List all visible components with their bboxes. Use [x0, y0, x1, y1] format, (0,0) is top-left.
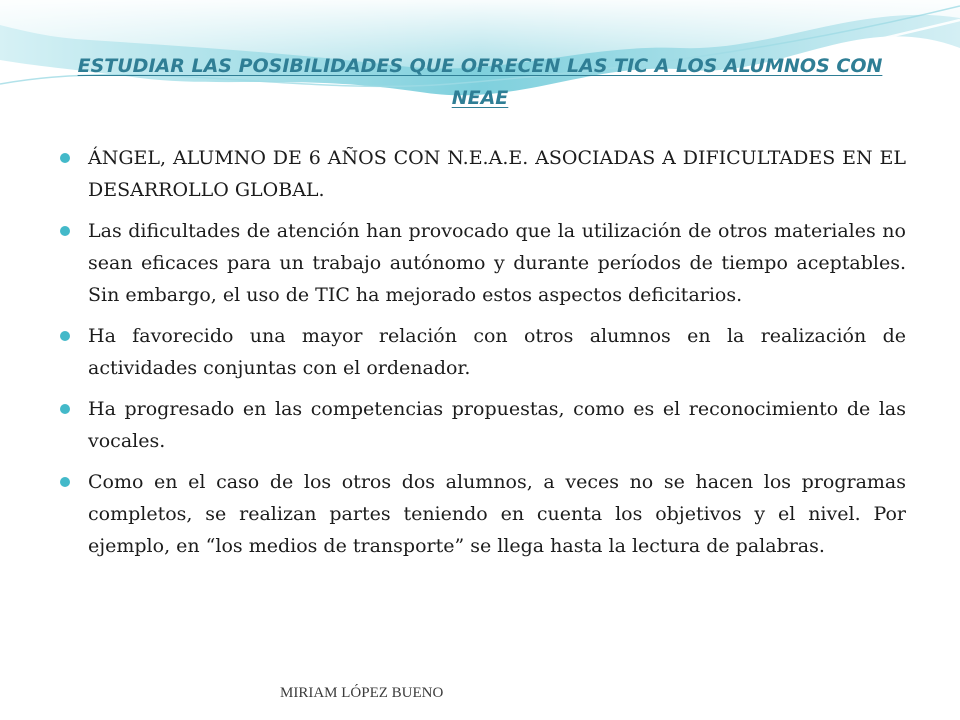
- bullet-item: [60, 215, 906, 311]
- bullet-text: Ha favorecido una mayor relación con otros alumnos en la realización de actividades conjuntas con el ordenador.: [88, 325, 906, 379]
- bullet-item: [60, 466, 906, 562]
- bullet-text: Ha progresado en las competencias propuestas, como es el reconocimiento de las vocales.: [88, 398, 906, 452]
- bullet-dot-icon: [60, 331, 70, 341]
- bullet-text: Las dificultades de atención han provocado que la utilización de otros materiales no sean eficaces para un trabajo autónomo y durante períodos de tiempo aceptables. Sin embargo, el uso de TIC ha mejorado estos aspectos deficitarios.: [88, 220, 906, 306]
- bullet-dot-icon: [60, 477, 70, 487]
- bullet-text: ÁNGEL, ALUMNO DE 6 AÑOS CON N.E.A.E. ASOCIADAS A DIFICULTADES EN EL DESARROLLO GLOBAL.: [88, 147, 906, 201]
- slide-footer-author: MIRIAM LÓPEZ BUENO: [280, 685, 444, 701]
- bullet-item: [60, 320, 906, 384]
- bullet-dot-icon: [60, 226, 70, 236]
- bullet-list: [60, 142, 906, 571]
- bullet-text: Como en el caso de los otros dos alumnos, a veces no se hacen los programas completos, se realizan partes teniendo en cuenta los objetivos y el nivel. Por ejemplo, en “los medios de transporte” se llega hasta la lectura de palabras.: [88, 471, 906, 557]
- bullet-item: [60, 142, 906, 206]
- slide-title: ESTUDIAR LAS POSIBILIDADES QUE OFRECEN LAS TIC A LOS ALUMNOS CON NEAE: [77, 55, 883, 109]
- bullet-dot-icon: [60, 404, 70, 414]
- bullet-dot-icon: [60, 153, 70, 163]
- bullet-item: [60, 393, 906, 457]
